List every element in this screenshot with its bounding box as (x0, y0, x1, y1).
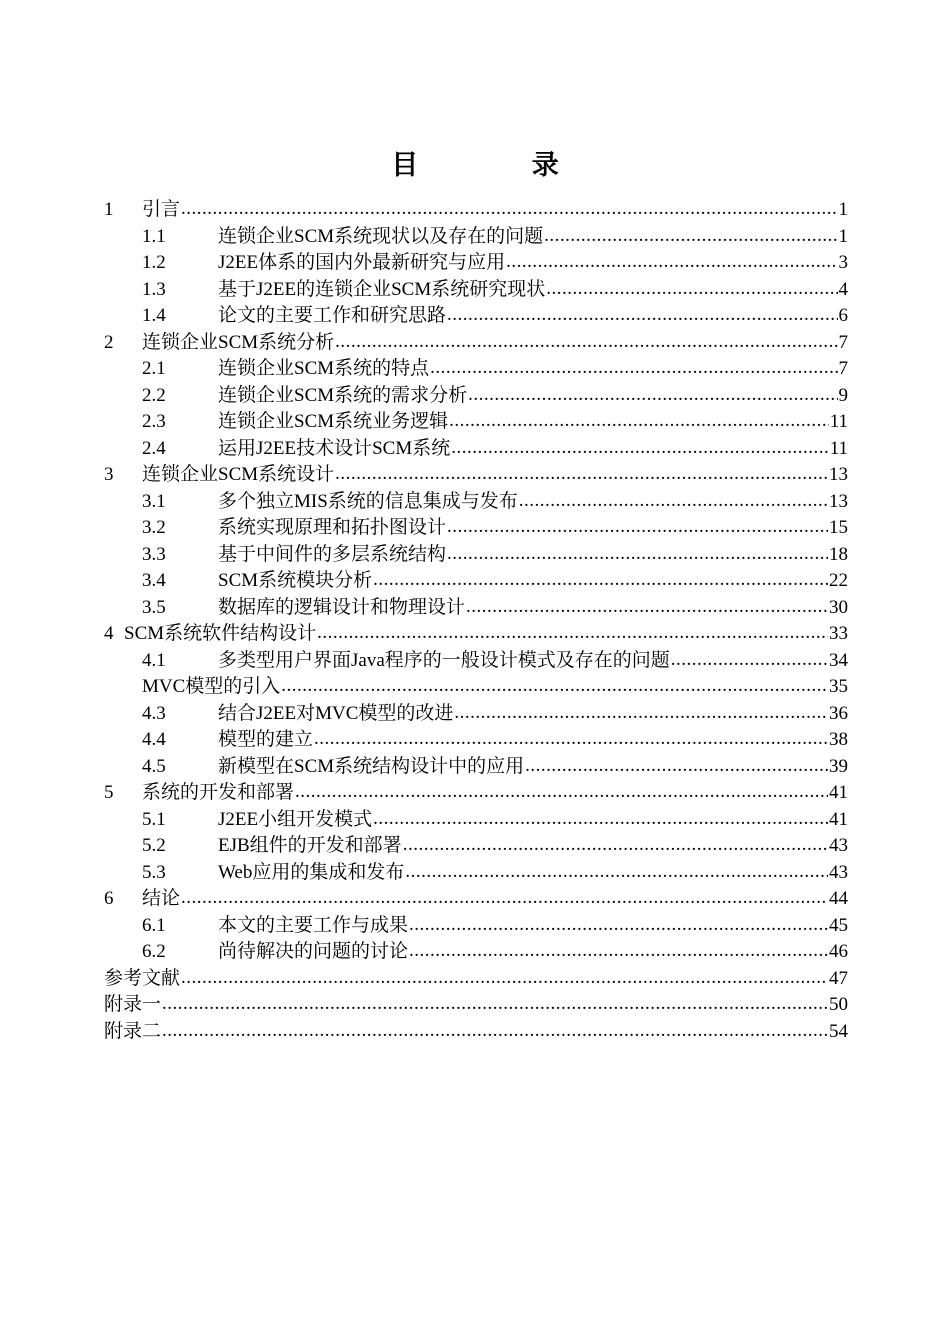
toc-entry[interactable] (104, 648, 848, 675)
toc-entry-title: Web应用的集成和发布 (218, 861, 405, 883)
dot-leader (403, 832, 828, 859)
dot-leader (451, 435, 828, 462)
toc-entry[interactable] (104, 992, 848, 1019)
toc-entry-number: 5 (104, 782, 114, 803)
toc-entry-number: 4.5 (142, 755, 166, 777)
toc-entry-title: 基于中间件的多层系统结构 (218, 543, 447, 565)
dot-leader (373, 567, 828, 594)
toc-entry-number: 2 (104, 331, 114, 353)
dot-leader (409, 938, 828, 965)
toc-entry-page-number: 30 (829, 596, 848, 618)
dot-leader (181, 196, 837, 223)
toc-entry-page-number: 34 (829, 649, 848, 671)
toc-entry-page-number: 46 (829, 941, 848, 962)
toc-entry-number: 6 (104, 888, 114, 909)
dot-leader (335, 329, 837, 356)
toc-entry-page-number: 41 (829, 808, 848, 830)
toc-entry-title: 本文的主要工作与成果 (218, 914, 409, 936)
toc-entry-number: 1.3 (142, 278, 166, 300)
toc-entry-page-number: 36 (829, 702, 848, 724)
toc-entry-title: SCM系统模块分析 (218, 570, 373, 591)
toc-entry[interactable] (104, 436, 848, 463)
toc-entry-page-number: 43 (829, 861, 848, 883)
toc-entry-number: 1.2 (142, 252, 166, 273)
toc-entry-title: 连锁企业SCM系统分析 (142, 331, 335, 353)
toc-entry-title: 尚待解决的问题的讨论 (218, 941, 409, 962)
toc-entry[interactable] (104, 913, 848, 940)
dot-leader (405, 859, 828, 886)
toc-entry-title: J2EE体系的国内外最新研究与应用 (218, 252, 506, 273)
toc-entry[interactable] (104, 807, 848, 834)
toc-entry-page-number: 6 (838, 305, 848, 326)
toc-entry-page-number: 15 (829, 517, 848, 538)
toc-entry[interactable] (104, 1019, 848, 1046)
toc-entry[interactable] (104, 277, 848, 304)
toc-entry-number: 6.1 (142, 914, 166, 936)
dot-leader (314, 726, 828, 753)
toc-entry-title: 结合J2EE对MVC模型的改进 (218, 702, 454, 724)
toc-entry-page-number: 47 (829, 967, 848, 989)
toc-entry[interactable] (104, 568, 848, 595)
dot-leader (447, 541, 828, 568)
toc-entry-title: 连锁企业SCM系统现状以及存在的问题 (218, 225, 544, 247)
toc-entry-page-number: 1 (838, 199, 848, 220)
toc-entry-number: 2.4 (142, 437, 166, 459)
toc-entry[interactable] (104, 939, 848, 966)
dot-leader (335, 461, 828, 488)
toc-entry-number: 1 (104, 199, 114, 220)
toc-entry[interactable] (104, 542, 848, 569)
dot-leader (671, 647, 828, 674)
toc-entry-number: 6.2 (142, 941, 166, 962)
dot-leader (544, 223, 837, 250)
toc-entry-number: 4.4 (142, 729, 166, 750)
dot-leader (317, 620, 828, 647)
toc-entry-title: 附录二 (104, 1020, 162, 1042)
toc-entry[interactable] (104, 754, 848, 781)
toc-entry[interactable] (104, 197, 848, 224)
dot-leader (181, 965, 828, 992)
dot-leader (468, 382, 837, 409)
toc-entry-page-number: 1 (838, 225, 848, 247)
toc-entry[interactable] (104, 250, 848, 277)
toc-entry-number: 4 (104, 623, 114, 644)
toc-entry-page-number: 13 (829, 464, 848, 485)
toc-entry-page-number: 44 (829, 888, 848, 909)
dot-leader (447, 302, 837, 329)
toc-entry-title: 结论 (142, 888, 181, 909)
toc-entry-number: 3.5 (142, 596, 166, 618)
toc-entry-title: 运用J2EE技术设计SCM系统 (218, 437, 451, 459)
toc-entry-page-number: 45 (829, 914, 848, 936)
dot-leader (525, 753, 828, 780)
toc-entry-title: 论文的主要工作和研究思路 (218, 305, 447, 326)
toc-entry-title: 数据库的逻辑设计和物理设计 (218, 596, 466, 618)
toc-entry-title: MVC模型的引入 (142, 676, 281, 697)
toc-entry-page-number: 7 (838, 358, 848, 379)
toc-entry[interactable] (104, 356, 848, 383)
dot-leader (295, 779, 828, 806)
toc-entry-title: 附录一 (104, 994, 162, 1015)
toc-entry-page-number: 35 (829, 676, 848, 697)
toc-entry-title: 系统实现原理和拓扑图设计 (218, 517, 447, 538)
toc-entry-title: 模型的建立 (218, 729, 314, 750)
toc-entry-title: EJB组件的开发和部署 (218, 835, 402, 856)
dot-leader (449, 408, 829, 435)
toc-entry-page-number: 18 (829, 543, 848, 565)
toc-entry-number: 4.3 (142, 702, 166, 724)
toc-entry[interactable] (104, 409, 848, 436)
toc-entry-page-number: 39 (829, 755, 848, 777)
dot-leader (409, 912, 828, 939)
table-of-contents (104, 197, 848, 1045)
toc-entry[interactable] (104, 966, 848, 993)
toc-entry[interactable] (104, 780, 848, 807)
toc-title: 目 录 (391, 150, 611, 181)
toc-entry[interactable] (104, 383, 848, 410)
dot-leader (466, 594, 828, 621)
toc-entry[interactable] (104, 489, 848, 516)
toc-entry-number: 3.3 (142, 543, 166, 565)
toc-entry-page-number: 50 (829, 994, 848, 1015)
toc-entry-page-number: 11 (829, 437, 848, 459)
dot-leader (281, 673, 828, 700)
toc-entry-title: 连锁企业SCM系统设计 (142, 464, 335, 485)
toc-entry-title: 多类型用户界面Java程序的一般设计模式及存在的问题 (218, 649, 670, 671)
toc-entry-number: 2.1 (142, 358, 166, 379)
toc-entry-number: 4.1 (142, 649, 166, 671)
toc-entry-page-number: 54 (829, 1020, 848, 1042)
toc-entry[interactable] (104, 860, 848, 887)
toc-entry-title: 参考文献 (104, 967, 181, 989)
toc-entry-page-number: 7 (838, 331, 848, 353)
toc-entry[interactable] (104, 701, 848, 728)
toc-entry-page-number: 11 (829, 411, 848, 432)
toc-entry-number: 5.3 (142, 861, 166, 883)
toc-entry-number: 3.1 (142, 490, 166, 512)
toc-entry-page-number: 33 (829, 623, 848, 644)
dot-leader (447, 514, 828, 541)
toc-entry-page-number: 13 (829, 490, 848, 512)
toc-entry-title: SCM系统软件结构设计 (124, 623, 317, 644)
toc-entry[interactable] (104, 330, 848, 357)
toc-entry-title: 连锁企业SCM系统业务逻辑 (218, 411, 449, 432)
toc-entry[interactable] (104, 886, 848, 913)
toc-entry-number: 3.4 (142, 570, 166, 591)
toc-entry-page-number: 22 (829, 570, 848, 591)
toc-entry-number: 3.2 (142, 517, 166, 538)
toc-entry[interactable] (104, 621, 848, 648)
toc-entry[interactable] (104, 727, 848, 754)
toc-entry[interactable] (104, 595, 848, 622)
toc-entry-page-number: 41 (829, 782, 848, 803)
dot-leader (162, 1018, 828, 1045)
toc-entry-number: 1.1 (142, 225, 166, 247)
toc-entry-page-number: 43 (829, 835, 848, 856)
toc-entry[interactable] (104, 833, 848, 860)
dot-leader (454, 700, 828, 727)
toc-entry-number: 5.1 (142, 808, 166, 830)
dot-leader (430, 355, 837, 382)
dot-leader (519, 488, 828, 515)
toc-entry-number: 3 (104, 464, 114, 485)
toc-entry-title: J2EE小组开发模式 (218, 808, 373, 830)
toc-entry-page-number: 38 (829, 729, 848, 750)
toc-entry-title: 多个独立MIS系统的信息集成与发布 (218, 490, 518, 512)
dot-leader (373, 806, 828, 833)
toc-entry-title: 基于J2EE的连锁企业SCM系统研究现状 (218, 278, 546, 300)
toc-entry-number: 5.2 (142, 835, 166, 856)
toc-entry-number: 2.2 (142, 384, 166, 406)
toc-entry[interactable] (104, 462, 848, 489)
toc-entry-title: 连锁企业SCM系统的特点 (218, 358, 430, 379)
dot-leader (546, 276, 837, 303)
toc-entry-title: 新模型在SCM系统结构设计中的应用 (218, 755, 525, 777)
toc-entry-page-number: 3 (838, 252, 848, 273)
toc-entry-number: 1.4 (142, 305, 166, 326)
toc-entry-page-number: 9 (838, 384, 848, 406)
toc-entry-title: 引言 (142, 199, 181, 220)
toc-entry[interactable] (104, 224, 848, 251)
toc-entry[interactable] (104, 674, 848, 701)
toc-entry[interactable] (104, 515, 848, 542)
toc-entry[interactable] (104, 303, 848, 330)
dot-leader (162, 991, 828, 1018)
toc-entry-title: 系统的开发和部署 (142, 782, 295, 803)
dot-leader (506, 249, 837, 276)
dot-leader (181, 885, 828, 912)
toc-entry-number: 2.3 (142, 411, 166, 432)
toc-entry-page-number: 4 (838, 278, 848, 300)
toc-entry-title: 连锁企业SCM系统的需求分析 (218, 384, 468, 406)
